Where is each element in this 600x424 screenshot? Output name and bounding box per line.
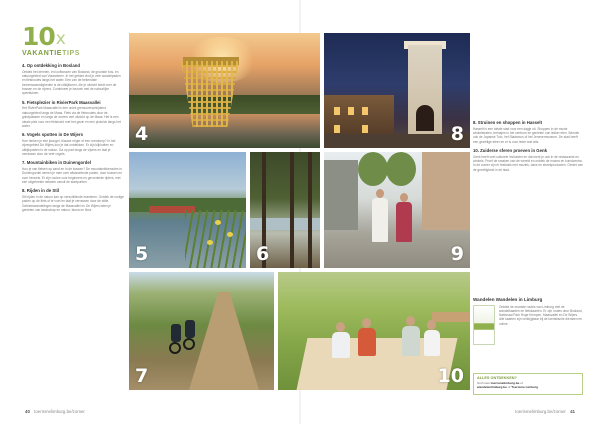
- reeds: [185, 210, 246, 268]
- logo-number: 10: [22, 22, 55, 51]
- section-body: Ontdek het dennen- en loofbossen van Bosland, de grootste bos- en natuurgebied van Vlaanderen. In het gebied vind je vele wandelpaden en fietsroutes langs het water. Een van de bekendste bezienswaardigheden is de uitkijktoren, die je uitzicht biedt over de bossen en de vijvers. Combineer je bezoek met de natuurlijke speeltuinen.: [22, 69, 121, 96]
- flower: [227, 232, 233, 237]
- section-body: Hou je van fietsen op zand en in de bossen? De mountainbikeroutes in Duinengordel nemen je mee over afwisselende paden, door bossen en over heuvels. Er zijn routes voor beginners en gevorderde rijders, met een uitgebreide netwerk vanuit de startpunten.: [22, 166, 122, 184]
- photo-number: 7: [135, 365, 149, 387]
- dirt-trail: [189, 292, 259, 390]
- photo-picnic: [278, 272, 470, 390]
- sidebar-body: [473, 305, 583, 345]
- bench: [432, 312, 470, 322]
- left-text-column: [22, 24, 124, 216]
- alles-heading: ALLES ONTDEKKEN?: [477, 376, 517, 380]
- logo-x-mark: x: [55, 29, 66, 49]
- alles-link-wandelen[interactable]: wandelenlimburg.be: [477, 384, 507, 389]
- photo-tower-sunset: [129, 33, 320, 148]
- person-head: [362, 318, 371, 328]
- shopper-head: [376, 189, 384, 198]
- footer-left: [22, 409, 85, 415]
- person: [424, 330, 440, 356]
- alles-line-2: [477, 385, 579, 389]
- lit-tower: [408, 45, 442, 148]
- logo-subtitle: [22, 50, 124, 57]
- footer-right: [515, 409, 578, 415]
- lit-window: [334, 125, 340, 133]
- photo-mountainbike-trail: [129, 272, 274, 390]
- alles-text: of: [507, 384, 511, 389]
- section-title: 7. Mountainbiken in Duinengordel: [22, 160, 91, 166]
- bike-wheel: [169, 342, 181, 354]
- section-body: Hoe herken je een ijsvogel, blauwe reiger of een roerdomp? In het vijvergebied De Wijers kun je dat ontdekken. Er zijn kijkhutten en uitkijkposten in de natuur. Ga op pad langs de vijvers en laat je verrassen door de vele vogels.: [22, 138, 116, 156]
- sidebar-text: Ontdek de mooiste routes van Limburg met de wandelkaarten en fietskaarten. Er zijn routes door Bosland, Nationaal Park Hoge Kempen, Maasvallei en De Wijers. Alle kaarten zijn verkrijgbaar bij de toeristische diensten en online.: [499, 304, 583, 326]
- photo-forest-lake: [250, 152, 320, 268]
- tree-trunk: [290, 152, 294, 268]
- photo-hasselt-night: [324, 33, 470, 148]
- section-title: 8. Rijden in de Stil: [22, 188, 60, 194]
- section-title: 10. Zuiderse sferen proeven in Genk: [473, 148, 548, 154]
- sidebar-title: Wandelen Wandelen in Limburg: [473, 297, 543, 302]
- building-right: [422, 152, 470, 230]
- section-title: 6. Vogels spotten in De Wijers: [22, 132, 84, 138]
- street: [324, 134, 470, 148]
- person-head: [427, 320, 436, 330]
- section-title: 5. Fietsplezier in RivierPark Maasvallei: [22, 99, 101, 105]
- person-head: [406, 316, 415, 326]
- section-rijden: [22, 188, 124, 212]
- section-hasselt: [473, 120, 583, 144]
- alles-text: Surf naar: [477, 380, 490, 385]
- shopper: [372, 198, 388, 242]
- lit-window: [362, 125, 368, 133]
- photo-number: 6: [256, 243, 270, 265]
- footer-url-right: toerismelimburg.be/zomer: [515, 409, 566, 414]
- section-duinengordel: [22, 160, 124, 184]
- section-bosland: [22, 63, 124, 96]
- tree-trunk: [308, 152, 312, 268]
- shopper-head: [400, 193, 408, 202]
- lit-window: [362, 107, 368, 115]
- section-body: Stil rijden in de natuur kan op verschillende manieren. Ontdek de rustige paden op de fiets of te voet en laat je verrassen door de stilte. Gebiedswandelingen langs de Maasvallei en De Wijers laten je genieten van landschap en natuur, fauna en flora.: [22, 195, 124, 213]
- photo-number: 5: [135, 243, 149, 265]
- vakantietips-logo: [22, 22, 124, 51]
- section-body: Hasselt is een ideale stad voor een dagje uit. Shoppen in de mooie winkelstraten, terrasjes in het centrum en genieten van lekker eten. Bezoek ook de Japanse Tuin, het Stadsmus of het Jenevermuseum. De stad heeft een gezellige sfeer en er is voor ieder wat wils.: [473, 126, 580, 144]
- logo-word-tips: TIPS: [62, 50, 81, 57]
- lit-window: [334, 107, 340, 115]
- section-de-wijers: [22, 132, 124, 156]
- photo-number: 10: [437, 365, 464, 387]
- flower: [207, 240, 213, 245]
- person: [402, 326, 420, 356]
- photo-number: 9: [450, 243, 464, 265]
- person: [332, 332, 350, 358]
- logo-word-vakantie: VAKANTIE: [22, 50, 63, 57]
- alles-brand: Toerisme Limburg: [511, 384, 539, 389]
- person: [358, 328, 376, 356]
- shopper: [396, 202, 412, 242]
- footer-url-left: toerismelimburg.be/zomer: [34, 409, 85, 414]
- building-left: [324, 160, 358, 230]
- page-number-right: 41: [570, 409, 575, 414]
- flower: [215, 220, 221, 225]
- section-maasvallei: [22, 100, 124, 128]
- alles-ontdekken-box: [473, 373, 583, 395]
- map-product-image: [473, 305, 495, 345]
- cyclist: [171, 324, 181, 342]
- photo-shopping-street: [324, 152, 470, 268]
- alles-text: of: [520, 380, 523, 385]
- page-number-left: 40: [25, 409, 30, 414]
- alles-link-toerisme[interactable]: toerismelimburg.be: [490, 380, 520, 385]
- bike-wheel: [183, 338, 195, 350]
- lit-window: [348, 107, 354, 115]
- section-genk: [473, 148, 583, 172]
- section-body: Het RivierPark Maasvallei is een uniek grensoverschrijdend natuurgebied langs de Maas. Fiets via de fietsroutes door de grindplassen en langs de oevers met uitzicht op de Maas. Het is een ideale plek voor een fietstocht met het gezin en een picknick langs het water.: [22, 106, 121, 128]
- section-title: 8. Struinen en shoppen in Hasselt: [473, 120, 543, 125]
- person-head: [336, 322, 345, 332]
- wandelen-sidebar: [473, 297, 583, 345]
- right-text-column: [473, 120, 583, 176]
- photo-pond-stork: [129, 152, 246, 268]
- tree: [358, 152, 388, 186]
- tower-gate: [416, 105, 434, 131]
- cyclist: [185, 320, 195, 338]
- section-title: 4. Op ontdekking in Bosland: [22, 63, 81, 68]
- section-body: Genk heeft veel culturele invloeden en dat merk je ook in de restaurants en winkels. Proef de smaken van de wereld en ontdek de musea en kunstcentra. In de zomer zijn er festivals met muziek, dans en streekproducten. Geniet van de gezelligheid in de stad.: [473, 154, 583, 172]
- photo-number: 8: [450, 123, 464, 145]
- photo-number: 4: [135, 123, 149, 145]
- tree: [386, 152, 416, 186]
